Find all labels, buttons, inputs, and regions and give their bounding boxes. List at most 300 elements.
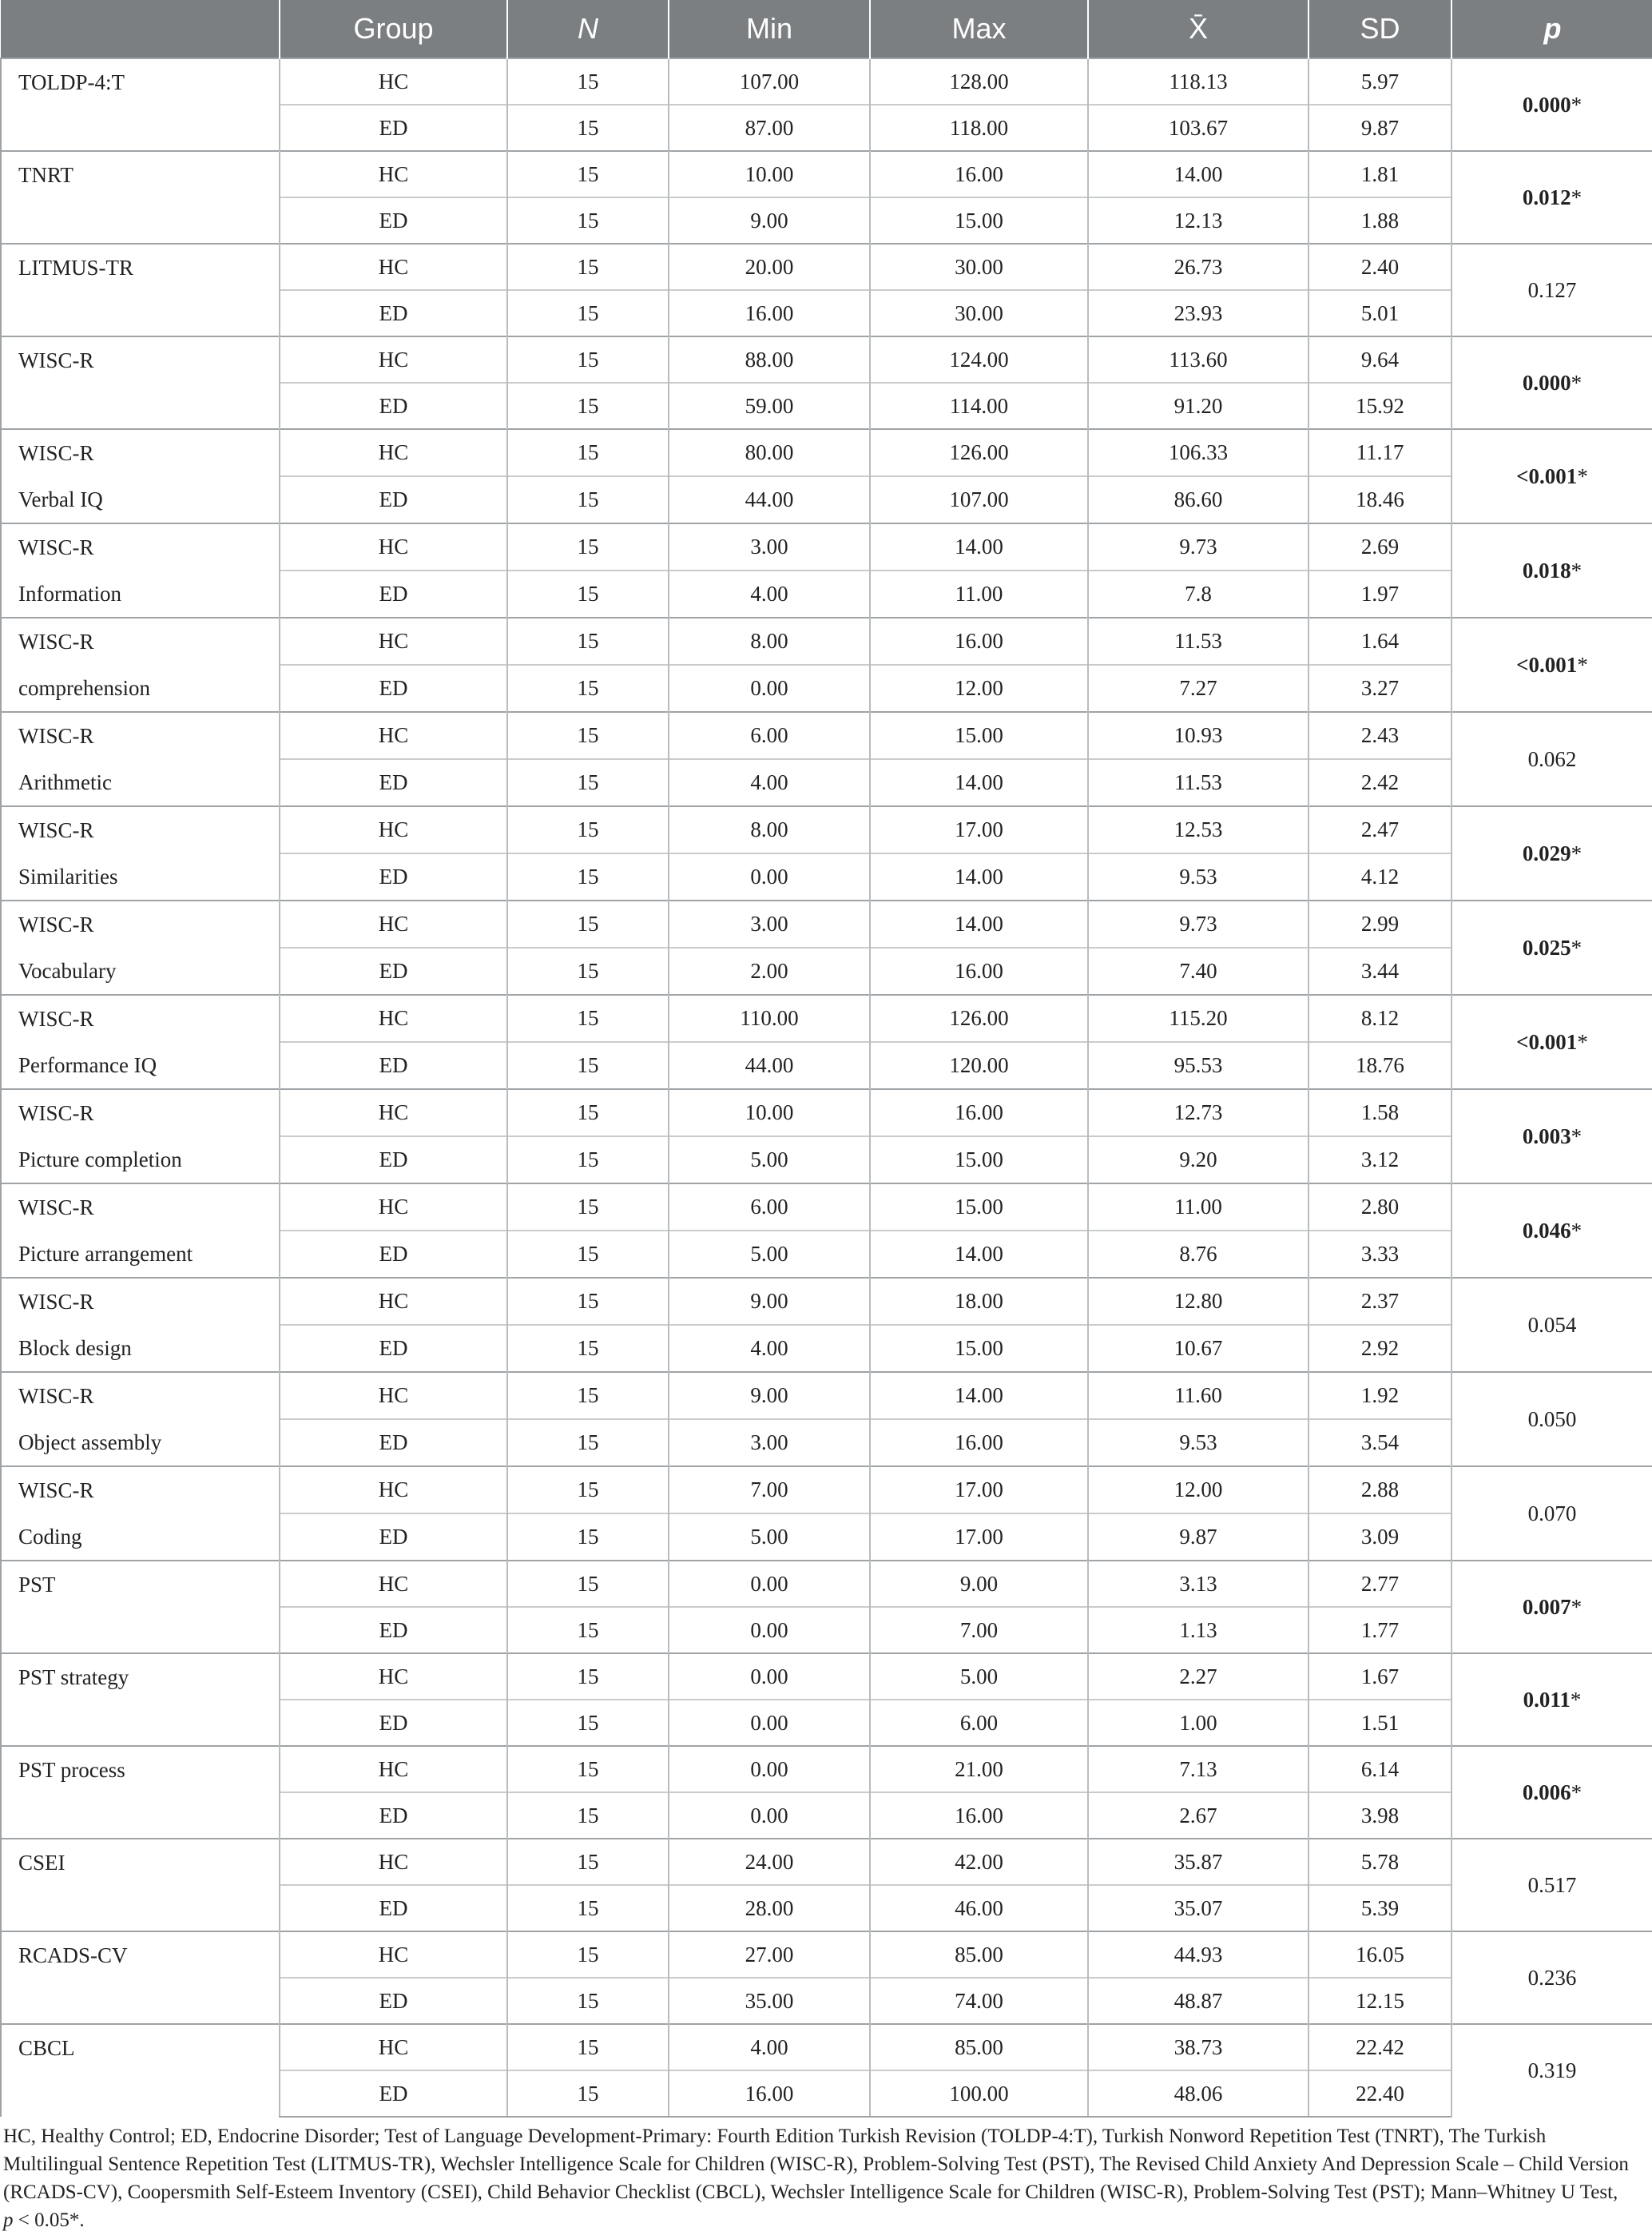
group-cell: HC: [280, 58, 507, 105]
group-cell: ED: [280, 1792, 507, 1839]
min-cell: 5.00: [669, 1136, 870, 1183]
p-value: 0.025: [1522, 935, 1571, 960]
min-cell: 4.00: [669, 2024, 870, 2070]
variable-name-cell: [1, 523, 280, 618]
p-value: <0.001: [1516, 463, 1578, 488]
n-cell: 15: [507, 523, 669, 571]
group-cell: HC: [280, 244, 507, 290]
mean-cell: 7.27: [1088, 665, 1308, 712]
group-cell: ED: [280, 1042, 507, 1089]
variable-name-line: WISC-R: [18, 1478, 94, 1502]
table-row: [1, 1089, 1652, 1136]
max-cell: 12.00: [870, 665, 1088, 712]
sd-cell: 1.64: [1308, 618, 1451, 665]
p-value: 0.319: [1527, 2058, 1577, 2082]
mean-cell: 9.53: [1088, 1419, 1308, 1466]
group-cell: HC: [280, 1466, 507, 1513]
header-p: p: [1451, 0, 1652, 58]
group-cell: ED: [280, 476, 507, 523]
p-value: 0.517: [1527, 1872, 1577, 1897]
group-cell: ED: [280, 759, 507, 806]
table-row: [1, 1372, 1652, 1419]
p-value: 0.018: [1522, 558, 1571, 583]
max-cell: 16.00: [870, 1089, 1088, 1136]
variable-name-line: comprehension: [18, 676, 150, 700]
min-cell: 0.00: [669, 1792, 870, 1839]
p-value: 0.050: [1527, 1406, 1577, 1431]
variable-name-line: WISC-R: [18, 818, 94, 842]
table-footnote: [0, 2122, 1633, 2234]
sd-cell: 3.44: [1308, 948, 1451, 995]
max-cell: 126.00: [870, 995, 1088, 1042]
n-cell: 15: [507, 336, 669, 383]
group-cell: ED: [280, 1325, 507, 1372]
significance-marker: *: [1577, 463, 1588, 488]
max-cell: 14.00: [870, 759, 1088, 806]
mean-cell: 103.67: [1088, 105, 1308, 151]
header-sd: SD: [1308, 0, 1451, 58]
p-value: 0.007: [1522, 1594, 1571, 1619]
variable-name-line: Information: [18, 582, 121, 606]
p-value-cell: [1451, 618, 1652, 712]
group-cell: ED: [280, 1885, 507, 1931]
min-cell: 80.00: [669, 429, 870, 476]
min-cell: 5.00: [669, 1231, 870, 1278]
n-cell: 15: [507, 665, 669, 712]
max-cell: 17.00: [870, 1513, 1088, 1561]
variable-name-line: PST process: [18, 1758, 125, 1782]
group-cell: HC: [280, 995, 507, 1042]
n-cell: 15: [507, 1231, 669, 1278]
sd-cell: 2.40: [1308, 244, 1451, 290]
mean-cell: 12.13: [1088, 197, 1308, 244]
min-cell: 3.00: [669, 1419, 870, 1466]
max-cell: 100.00: [870, 2070, 1088, 2117]
mean-cell: 118.13: [1088, 58, 1308, 105]
max-cell: 30.00: [870, 290, 1088, 336]
group-cell: ED: [280, 853, 507, 901]
max-cell: 11.00: [870, 571, 1088, 618]
max-cell: 30.00: [870, 244, 1088, 290]
sd-cell: 1.88: [1308, 197, 1451, 244]
mean-cell: 2.27: [1088, 1653, 1308, 1700]
n-cell: 15: [507, 290, 669, 336]
n-cell: 15: [507, 1089, 669, 1136]
variable-name-line: PST strategy: [18, 1665, 129, 1689]
min-cell: 0.00: [669, 1561, 870, 1607]
sd-cell: 3.54: [1308, 1419, 1451, 1466]
min-cell: 0.00: [669, 1746, 870, 1792]
max-cell: 18.00: [870, 1278, 1088, 1325]
mean-cell: 86.60: [1088, 476, 1308, 523]
mean-cell: 9.53: [1088, 853, 1308, 901]
n-cell: 15: [507, 1136, 669, 1183]
table-row: [1, 58, 1652, 105]
sd-cell: 3.33: [1308, 1231, 1451, 1278]
table-row: [1, 1839, 1652, 1885]
n-cell: 15: [507, 151, 669, 197]
p-value: 0.236: [1527, 1965, 1577, 1990]
significance-marker: *: [1571, 185, 1583, 209]
table-row: [1, 1278, 1652, 1325]
max-cell: 46.00: [870, 1885, 1088, 1931]
n-cell: 15: [507, 476, 669, 523]
min-cell: 9.00: [669, 1372, 870, 1419]
group-cell: HC: [280, 1561, 507, 1607]
n-cell: 15: [507, 1607, 669, 1653]
variable-name-cell: [1, 1372, 280, 1466]
table-row: [1, 1931, 1652, 1978]
group-cell: HC: [280, 1089, 507, 1136]
group-cell: ED: [280, 1700, 507, 1746]
table-row: [1, 1561, 1652, 1607]
max-cell: 14.00: [870, 1231, 1088, 1278]
group-cell: HC: [280, 336, 507, 383]
header-min: Min: [669, 0, 870, 58]
max-cell: 5.00: [870, 1653, 1088, 1700]
sd-cell: 3.09: [1308, 1513, 1451, 1561]
min-cell: 20.00: [669, 244, 870, 290]
min-cell: 24.00: [669, 1839, 870, 1885]
sd-cell: 2.43: [1308, 712, 1451, 759]
min-cell: 44.00: [669, 1042, 870, 1089]
mean-cell: 7.40: [1088, 948, 1308, 995]
n-cell: 15: [507, 1419, 669, 1466]
variable-name-cell: [1, 618, 280, 712]
p-value: 0.000: [1522, 370, 1571, 395]
p-value-cell: [1451, 1466, 1652, 1561]
header-variable: [1, 0, 280, 58]
sd-cell: 9.64: [1308, 336, 1451, 383]
min-cell: 0.00: [669, 1607, 870, 1653]
sd-cell: 3.27: [1308, 665, 1451, 712]
mean-cell: 3.13: [1088, 1561, 1308, 1607]
sd-cell: 2.99: [1308, 901, 1451, 948]
sd-cell: 18.46: [1308, 476, 1451, 523]
variable-name-cell: [1, 1746, 280, 1839]
max-cell: 15.00: [870, 1325, 1088, 1372]
variable-name-line: WISC-R: [18, 1007, 94, 1031]
group-cell: HC: [280, 1746, 507, 1792]
group-cell: HC: [280, 1372, 507, 1419]
min-cell: 4.00: [669, 571, 870, 618]
table-body: [1, 58, 1652, 2117]
n-cell: 15: [507, 1278, 669, 1325]
p-value-cell: [1451, 336, 1652, 429]
sd-cell: 6.14: [1308, 1746, 1451, 1792]
min-cell: 27.00: [669, 1931, 870, 1978]
table-row: [1, 1746, 1652, 1792]
table-row: [1, 901, 1652, 948]
variable-name-line: TOLDP-4:T: [18, 70, 125, 94]
p-value-cell: [1451, 429, 1652, 523]
variable-name-line: CSEI: [18, 1851, 66, 1875]
max-cell: 16.00: [870, 618, 1088, 665]
mean-cell: 11.53: [1088, 618, 1308, 665]
table-row: [1, 806, 1652, 853]
min-cell: 4.00: [669, 1325, 870, 1372]
p-value-cell: [1451, 523, 1652, 618]
sd-cell: 22.42: [1308, 2024, 1451, 2070]
p-value-cell: [1451, 1839, 1652, 1931]
p-value: 0.011: [1523, 1687, 1571, 1712]
n-cell: 15: [507, 1885, 669, 1931]
mean-cell: 113.60: [1088, 336, 1308, 383]
sd-cell: 2.77: [1308, 1561, 1451, 1607]
mean-cell: 44.93: [1088, 1931, 1308, 1978]
max-cell: 15.00: [870, 1183, 1088, 1231]
mean-cell: 11.60: [1088, 1372, 1308, 1419]
variable-name-line: WISC-R: [18, 724, 94, 748]
n-cell: 15: [507, 244, 669, 290]
n-cell: 15: [507, 948, 669, 995]
variable-name-cell: [1, 58, 280, 151]
group-cell: HC: [280, 151, 507, 197]
max-cell: 21.00: [870, 1746, 1088, 1792]
p-value: 0.070: [1527, 1501, 1577, 1525]
sd-cell: 3.98: [1308, 1792, 1451, 1839]
p-value-cell: [1451, 1278, 1652, 1372]
min-cell: 8.00: [669, 806, 870, 853]
variable-name-line: WISC-R: [18, 1195, 94, 1219]
header-mean: X̄: [1088, 0, 1308, 58]
mean-cell: 8.76: [1088, 1231, 1308, 1278]
max-cell: 15.00: [870, 197, 1088, 244]
group-cell: ED: [280, 105, 507, 151]
variable-name-line: WISC-R: [18, 441, 94, 465]
max-cell: 128.00: [870, 58, 1088, 105]
max-cell: 85.00: [870, 1931, 1088, 1978]
group-cell: HC: [280, 1931, 507, 1978]
mean-cell: 12.53: [1088, 806, 1308, 853]
group-cell: ED: [280, 948, 507, 995]
sd-cell: 18.76: [1308, 1042, 1451, 1089]
min-cell: 35.00: [669, 1978, 870, 2024]
mean-cell: 10.93: [1088, 712, 1308, 759]
n-cell: 15: [507, 1466, 669, 1513]
variable-name-cell: [1, 151, 280, 244]
min-cell: 87.00: [669, 105, 870, 151]
table-row: [1, 1653, 1652, 1700]
variable-name-line: WISC-R: [18, 1384, 94, 1408]
significance-marker: *: [1571, 1218, 1583, 1243]
table-row: [1, 2024, 1652, 2070]
significance-marker: *: [1571, 841, 1583, 865]
group-cell: ED: [280, 1136, 507, 1183]
mean-cell: 1.13: [1088, 1607, 1308, 1653]
p-value: 0.029: [1522, 841, 1571, 865]
sd-cell: 1.92: [1308, 1372, 1451, 1419]
p-value-cell: [1451, 1653, 1652, 1746]
header-n: N: [507, 0, 669, 58]
n-cell: 15: [507, 1325, 669, 1372]
p-value: 0.046: [1522, 1218, 1571, 1243]
p-value: 0.127: [1527, 277, 1577, 302]
group-cell: ED: [280, 1419, 507, 1466]
significance-marker: *: [1571, 92, 1583, 117]
n-cell: 15: [507, 1978, 669, 2024]
min-cell: 7.00: [669, 1466, 870, 1513]
n-cell: 15: [507, 759, 669, 806]
mean-cell: 38.73: [1088, 2024, 1308, 2070]
sd-cell: 1.81: [1308, 151, 1451, 197]
group-cell: ED: [280, 383, 507, 429]
p-value-cell: [1451, 995, 1652, 1089]
table-row: [1, 712, 1652, 759]
min-cell: 16.00: [669, 2070, 870, 2117]
min-cell: 59.00: [669, 383, 870, 429]
n-cell: 15: [507, 1839, 669, 1885]
p-value-cell: [1451, 1183, 1652, 1278]
group-cell: ED: [280, 290, 507, 336]
sd-cell: 2.88: [1308, 1466, 1451, 1513]
group-cell: HC: [280, 1183, 507, 1231]
group-cell: HC: [280, 1839, 507, 1885]
min-cell: 10.00: [669, 151, 870, 197]
mean-cell: 9.73: [1088, 523, 1308, 571]
variable-name-line: Picture arrangement: [18, 1242, 193, 1266]
header-max: Max: [870, 0, 1088, 58]
variable-name-line: Picture completion: [18, 1147, 182, 1171]
variable-name-line: Object assembly: [18, 1430, 162, 1454]
n-cell: 15: [507, 1653, 669, 1700]
n-cell: 15: [507, 618, 669, 665]
variable-name-line: WISC-R: [18, 1290, 94, 1314]
table-row: [1, 1183, 1652, 1231]
variable-name-cell: [1, 995, 280, 1089]
min-cell: 5.00: [669, 1513, 870, 1561]
variable-name-cell: [1, 806, 280, 901]
variable-name-line: Similarities: [18, 865, 118, 889]
max-cell: 15.00: [870, 1136, 1088, 1183]
max-cell: 14.00: [870, 853, 1088, 901]
n-cell: 15: [507, 1372, 669, 1419]
min-cell: 16.00: [669, 290, 870, 336]
sd-cell: 2.92: [1308, 1325, 1451, 1372]
mean-cell: 48.06: [1088, 2070, 1308, 2117]
sd-cell: 2.69: [1308, 523, 1451, 571]
significance-marker: *: [1571, 1123, 1583, 1148]
n-cell: 15: [507, 197, 669, 244]
variable-name-cell: [1, 2024, 280, 2117]
max-cell: 16.00: [870, 1792, 1088, 1839]
max-cell: 14.00: [870, 901, 1088, 948]
min-cell: 107.00: [669, 58, 870, 105]
max-cell: 42.00: [870, 1839, 1088, 1885]
max-cell: 107.00: [870, 476, 1088, 523]
max-cell: 14.00: [870, 523, 1088, 571]
n-cell: 15: [507, 571, 669, 618]
mean-cell: 2.67: [1088, 1792, 1308, 1839]
variable-name-line: TNRT: [18, 163, 73, 187]
significance-marker: *: [1571, 1594, 1583, 1619]
significance-marker: *: [1570, 1687, 1582, 1712]
max-cell: 17.00: [870, 1466, 1088, 1513]
significance-marker: *: [1571, 935, 1583, 960]
variable-name-line: WISC-R: [18, 1101, 94, 1125]
max-cell: 126.00: [870, 429, 1088, 476]
mean-cell: 35.07: [1088, 1885, 1308, 1931]
mean-cell: 35.87: [1088, 1839, 1308, 1885]
sd-cell: 5.39: [1308, 1885, 1451, 1931]
header-group: Group: [280, 0, 507, 58]
n-cell: 15: [507, 1700, 669, 1746]
sd-cell: 12.15: [1308, 1978, 1451, 2024]
n-cell: 15: [507, 1183, 669, 1231]
p-value: 0.054: [1527, 1312, 1577, 1337]
n-cell: 15: [507, 1792, 669, 1839]
mean-cell: 7.13: [1088, 1746, 1308, 1792]
min-cell: 6.00: [669, 1183, 870, 1231]
variable-name-line: CBCL: [18, 2036, 75, 2060]
table-header-row: [1, 0, 1652, 58]
p-value-cell: [1451, 1746, 1652, 1839]
max-cell: 120.00: [870, 1042, 1088, 1089]
max-cell: 16.00: [870, 948, 1088, 995]
n-cell: 15: [507, 429, 669, 476]
sd-cell: 2.80: [1308, 1183, 1451, 1231]
sd-cell: 1.77: [1308, 1607, 1451, 1653]
table-row: [1, 1466, 1652, 1513]
mean-cell: 12.00: [1088, 1466, 1308, 1513]
group-cell: ED: [280, 1231, 507, 1278]
variable-name-cell: [1, 244, 280, 336]
table-row: [1, 336, 1652, 383]
min-cell: 88.00: [669, 336, 870, 383]
group-cell: ED: [280, 1513, 507, 1561]
group-cell: HC: [280, 1278, 507, 1325]
min-cell: 8.00: [669, 618, 870, 665]
n-cell: 15: [507, 901, 669, 948]
mean-cell: 1.00: [1088, 1700, 1308, 1746]
min-cell: 28.00: [669, 1885, 870, 1931]
n-cell: 15: [507, 58, 669, 105]
sd-cell: 15.92: [1308, 383, 1451, 429]
variable-name-line: RCADS-CV: [18, 1943, 128, 1967]
p-value-cell: [1451, 244, 1652, 336]
sd-cell: 1.97: [1308, 571, 1451, 618]
max-cell: 15.00: [870, 712, 1088, 759]
mean-cell: 91.20: [1088, 383, 1308, 429]
variable-name-line: Arithmetic: [18, 770, 112, 794]
mean-cell: 14.00: [1088, 151, 1308, 197]
mean-cell: 7.8: [1088, 571, 1308, 618]
significance-marker: *: [1571, 1780, 1583, 1804]
n-cell: 15: [507, 383, 669, 429]
variable-name-line: Block design: [18, 1336, 132, 1360]
variable-name-line: WISC-R: [18, 913, 94, 937]
p-value-cell: [1451, 712, 1652, 806]
n-cell: 15: [507, 1746, 669, 1792]
max-cell: 118.00: [870, 105, 1088, 151]
sd-cell: 1.51: [1308, 1700, 1451, 1746]
mean-cell: 10.67: [1088, 1325, 1308, 1372]
variable-name-cell: [1, 1931, 280, 2024]
n-cell: 15: [507, 1042, 669, 1089]
max-cell: 14.00: [870, 1372, 1088, 1419]
group-cell: HC: [280, 712, 507, 759]
max-cell: 16.00: [870, 151, 1088, 197]
table-row: [1, 995, 1652, 1042]
p-value: 0.000: [1522, 92, 1571, 117]
p-value-cell: [1451, 151, 1652, 244]
min-cell: 9.00: [669, 1278, 870, 1325]
sd-cell: 5.97: [1308, 58, 1451, 105]
p-value: 0.006: [1522, 1780, 1571, 1804]
min-cell: 6.00: [669, 712, 870, 759]
group-cell: ED: [280, 1978, 507, 2024]
significance-marker: *: [1577, 1029, 1588, 1054]
